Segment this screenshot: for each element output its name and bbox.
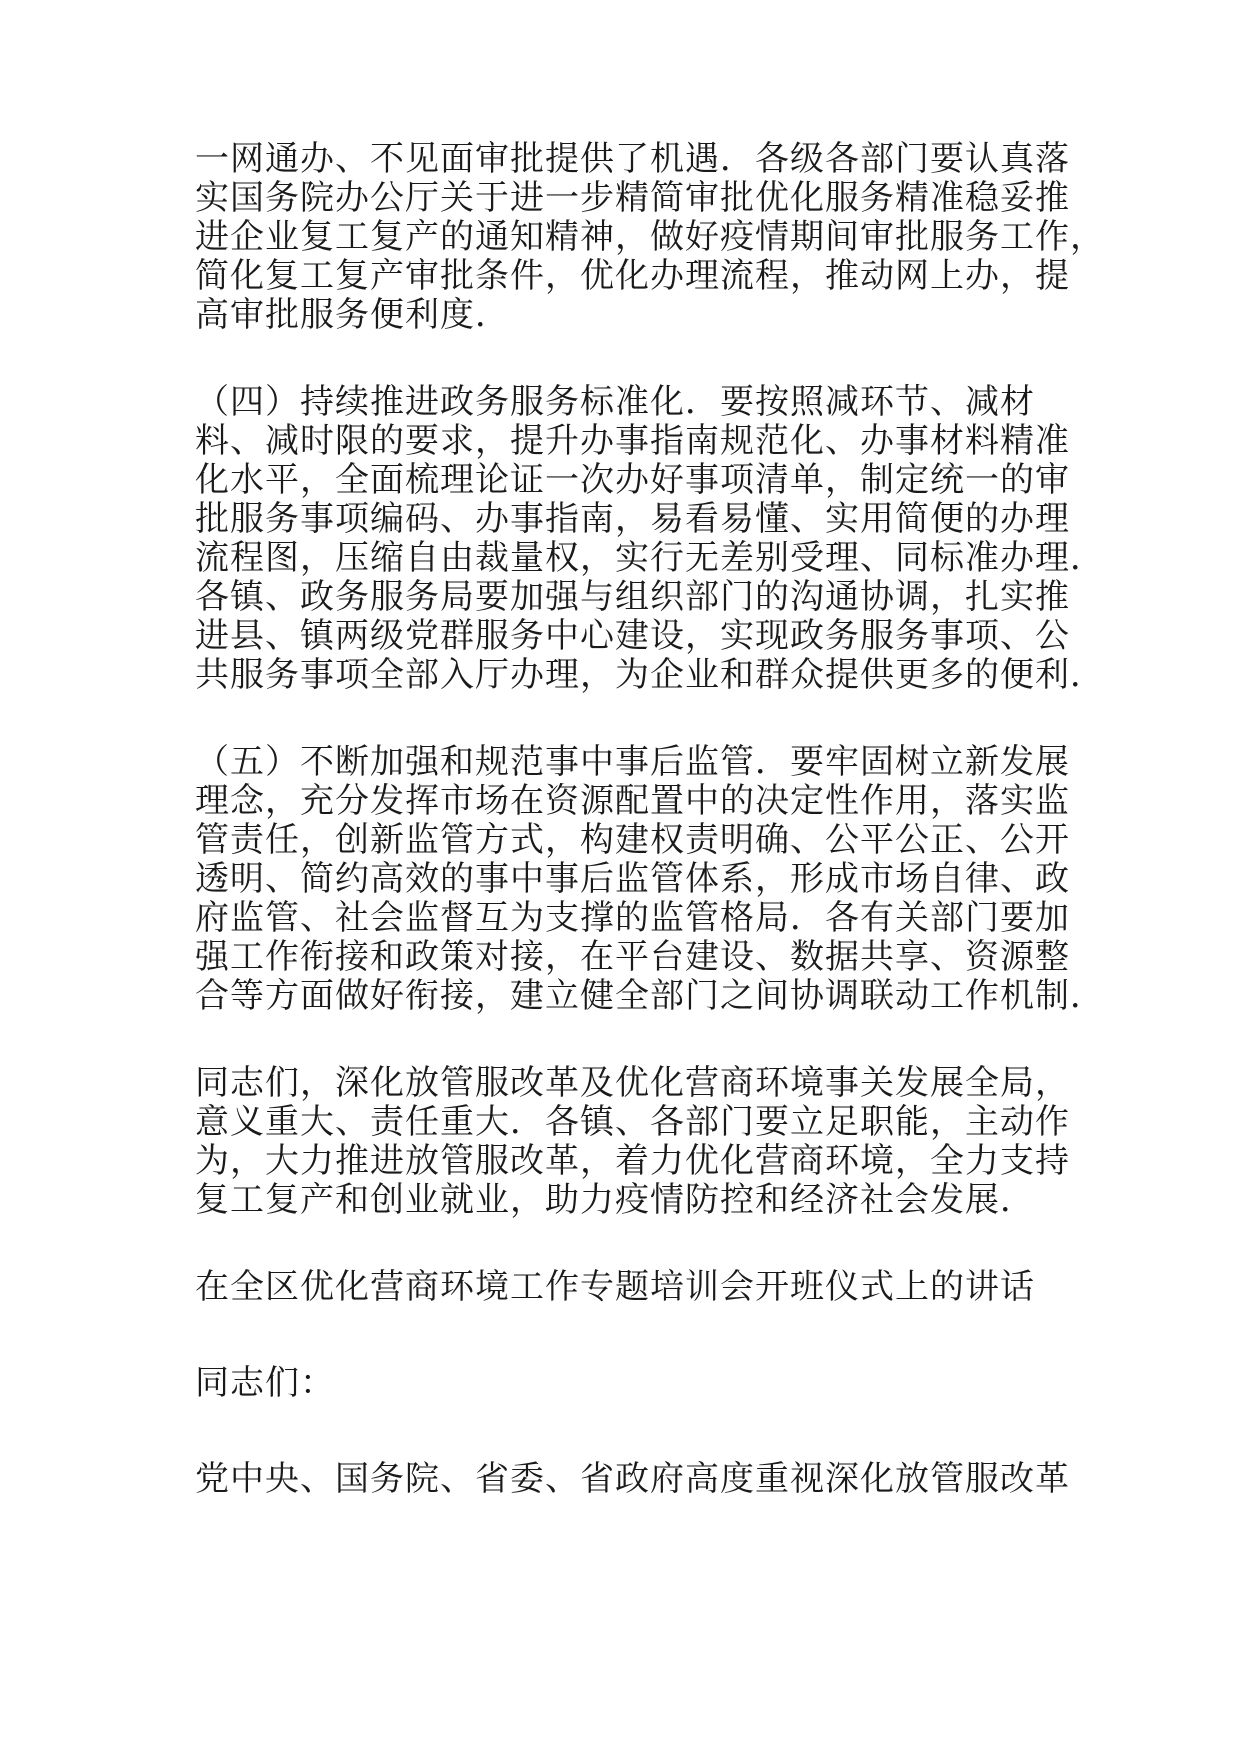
text-line: 意义重大、责任重大．各镇、各部门要立足职能，主动作: [195, 1102, 1070, 1142]
text-line: 理念，充分发挥市场在资源配置中的决定性作用，落实监: [195, 781, 1070, 821]
text-line: 一网通办、不见面审批提供了机遇．各级各部门要认真落: [195, 139, 1070, 179]
text-line: 简化复工复产审批条件，优化办理流程，推动网上办，提: [195, 256, 1070, 296]
text-line: （四）持续推进政务服务标准化．要按照减环节、减材: [195, 382, 1035, 422]
text-line: 进企业复工复产的通知精神，做好疫情期间审批服务工作，: [195, 217, 1105, 257]
text-line: 复工复产和创业就业，助力疫情防控和经济社会发展．: [195, 1180, 1035, 1220]
paragraph-conclusion: [195, 1063, 1070, 1220]
text-line: 各镇、政务服务局要加强与组织部门的沟通协调，扎实推: [195, 577, 1070, 617]
document-page: [195, 139, 1105, 1556]
text-line: 高审批服务便利度．: [195, 295, 510, 335]
text-line: 合等方面做好衔接，建立健全部门之间协调联动工作机制．: [195, 976, 1105, 1016]
salutation: 同志们：: [195, 1363, 335, 1403]
text-line: （五）不断加强和规范事中事后监管．要牢固树立新发展: [195, 742, 1070, 782]
text-line: 进县、镇两级党群服务中心建设，实现政务服务事项、公: [195, 616, 1070, 656]
paragraph-approval-convenience: [195, 139, 1105, 335]
text-line: 透明、简约高效的事中事后监管体系，形成市场自律、政: [195, 859, 1070, 899]
text-line: 强工作衔接和政策对接，在平台建设、数据共享、资源整: [195, 937, 1070, 977]
text-line: 实国务院办公厅关于进一步精简审批优化服务精准稳妥推: [195, 178, 1070, 218]
paragraph-supervision: [195, 742, 1105, 1016]
text-line: 府监管、社会监督互为支撑的监管格局．各有关部门要加: [195, 898, 1070, 938]
text-line: 批服务事项编码、办事指南，易看易懂、实用简便的办理: [195, 499, 1070, 539]
speech-title: 在全区优化营商环境工作专题培训会开班仪式上的讲话: [195, 1267, 1035, 1307]
text-line: 化水平，全面梳理论证一次办好事项清单，制定统一的审: [195, 460, 1070, 500]
text-line: 共服务事项全部入厅办理，为企业和群众提供更多的便利．: [195, 655, 1105, 695]
paragraph-service-standardization: [195, 382, 1105, 695]
text-line: 料、减时限的要求，提升办事指南规范化、办事材料精准: [195, 421, 1070, 461]
text-line: 为，大力推进放管服改革，着力优化营商环境，全力支持: [195, 1141, 1070, 1181]
text-line: 管责任，创新监管方式，构建权责明确、公平公正、公开: [195, 820, 1070, 860]
text-line: 同志们，深化放管服改革及优化营商环境事关发展全局，: [195, 1063, 1070, 1103]
opening-line: 党中央、国务院、省委、省政府高度重视深化放管服改革: [195, 1459, 1070, 1499]
text-line: 流程图，压缩自由裁量权，实行无差别受理、同标准办理．: [195, 538, 1105, 578]
